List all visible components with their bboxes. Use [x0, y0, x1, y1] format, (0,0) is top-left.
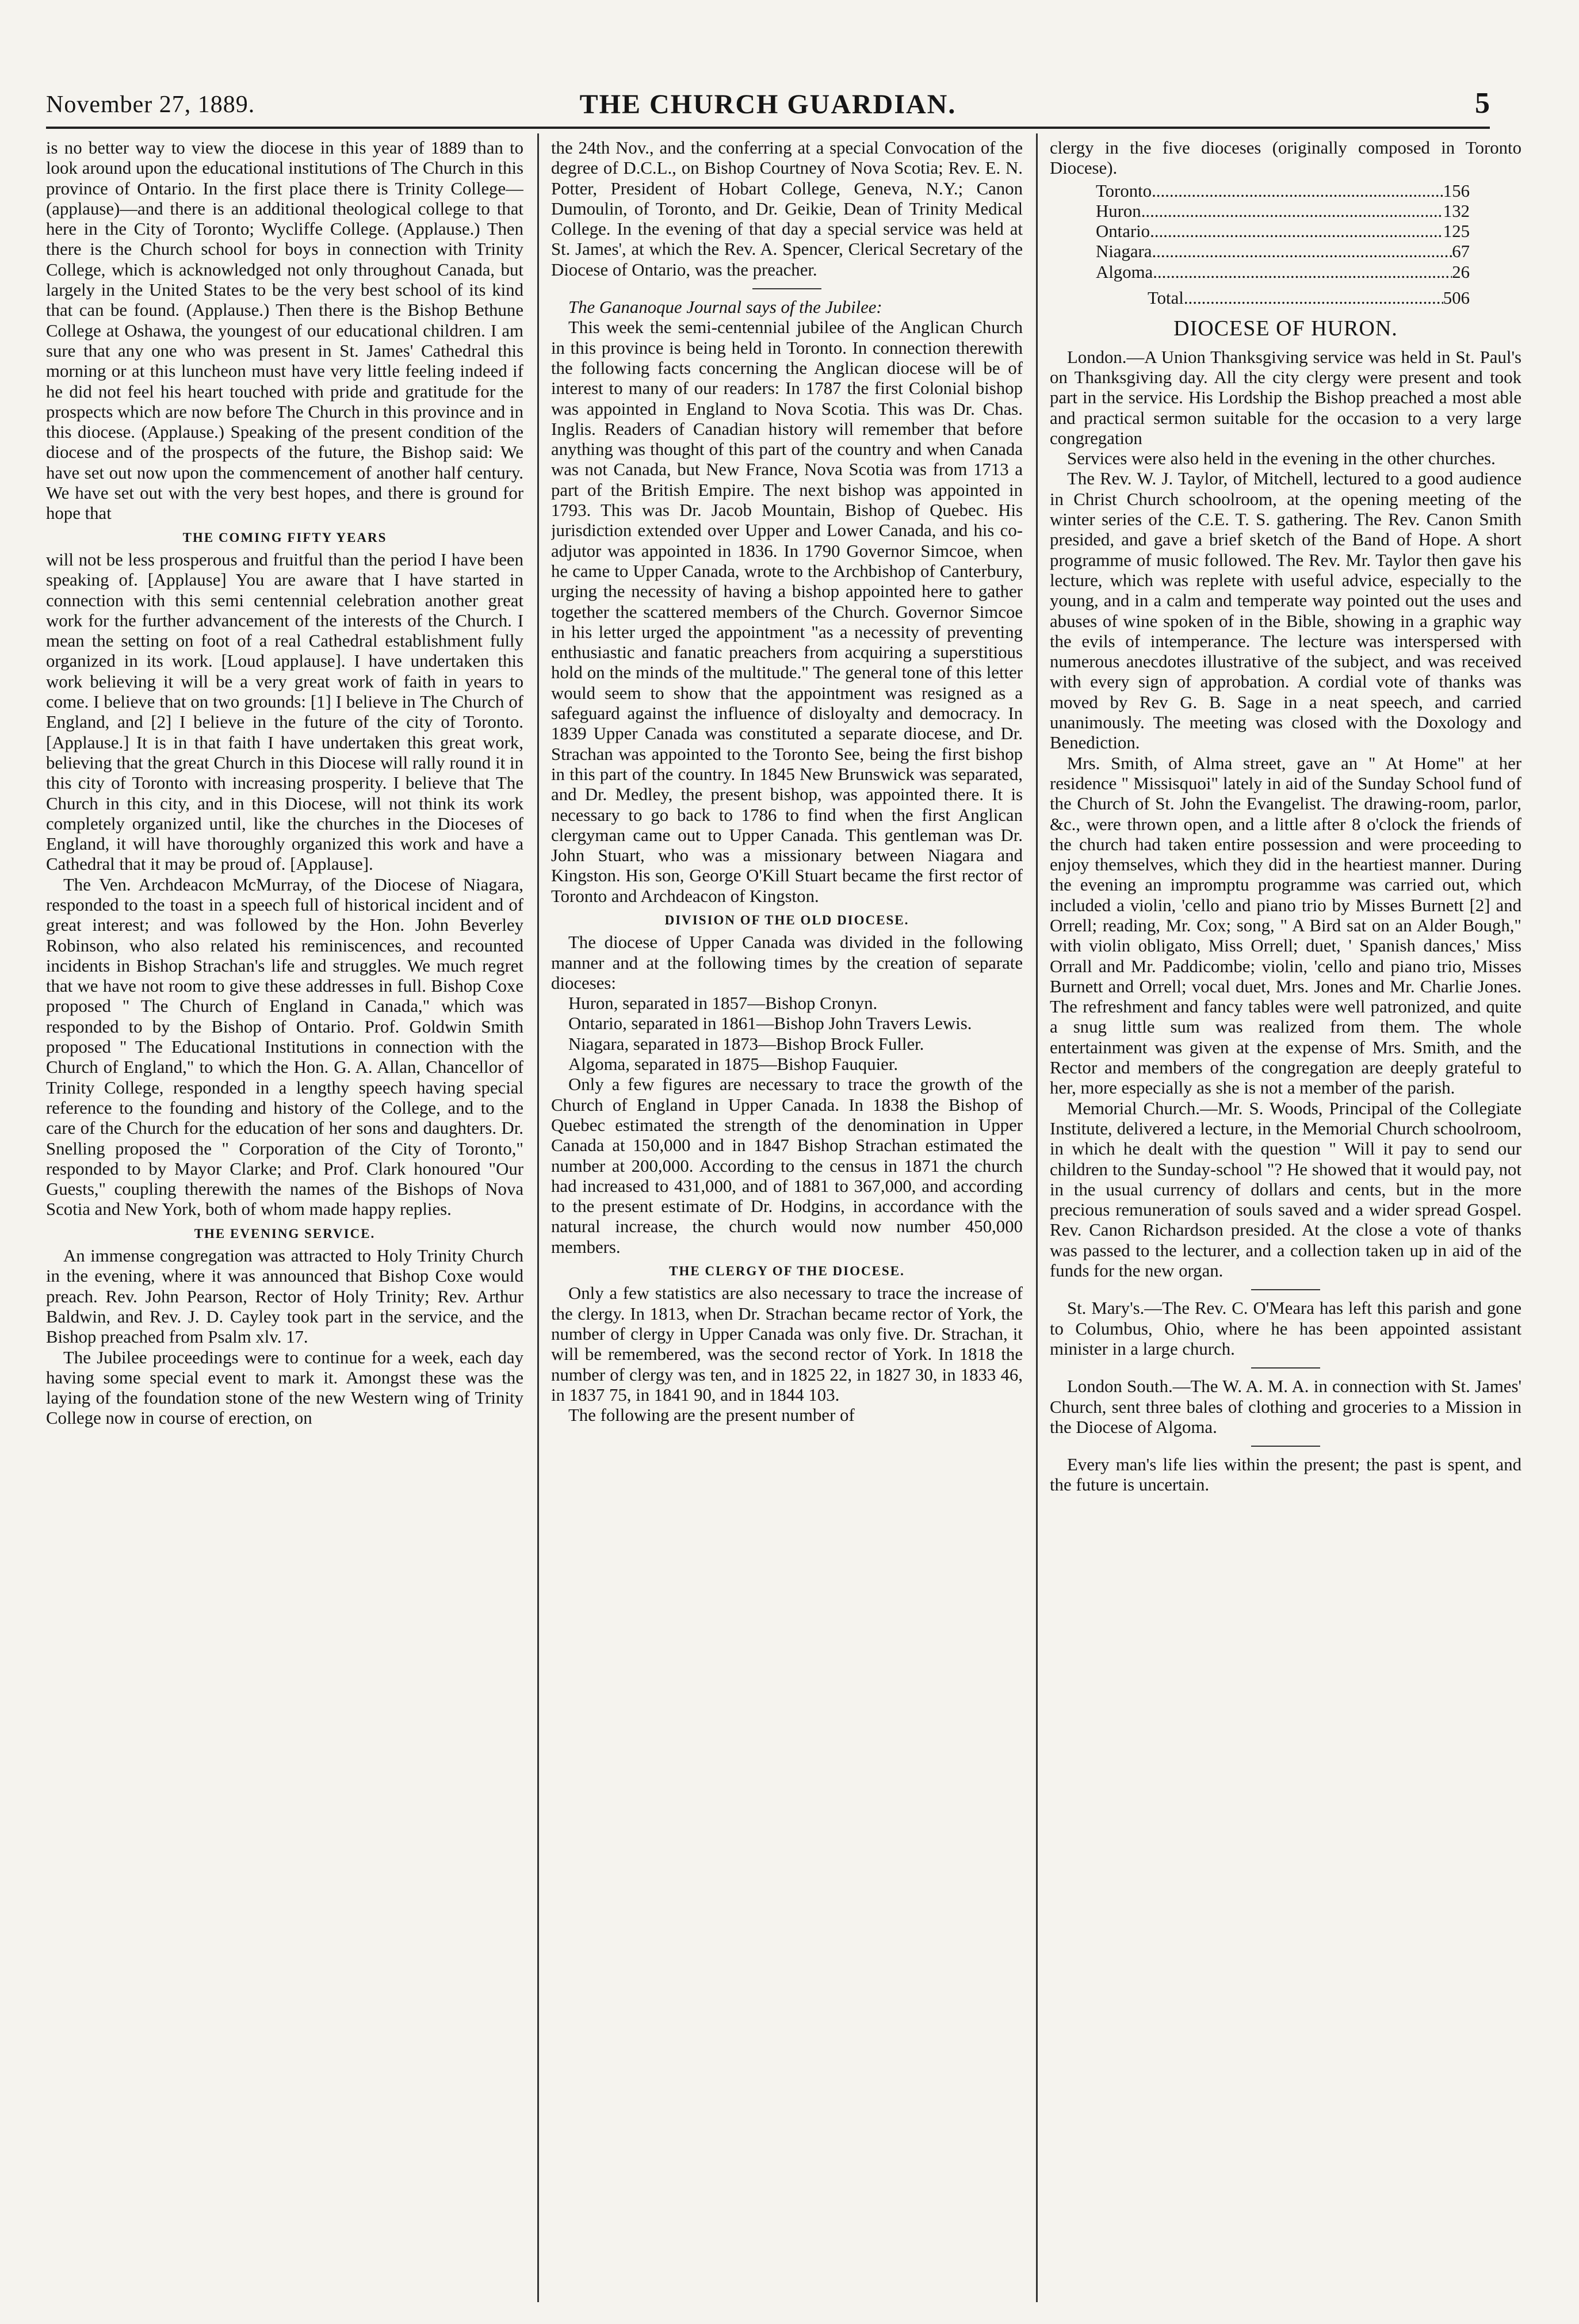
statistics-row: Niagara ..... 67 — [1050, 242, 1521, 262]
section-heading: THE COMING FIFTY YEARS — [182, 530, 387, 545]
statistics-row: Algoma ..... 26 — [1050, 262, 1521, 282]
short-divider — [1251, 1367, 1320, 1369]
article-paragraph: clergy in the five dioceses (originally composed in Toronto Diocese). — [1050, 138, 1521, 178]
column-divider — [537, 133, 539, 2302]
short-divider — [1251, 1446, 1320, 1447]
article-paragraph: London.—A Union Thanksgiving service was held in St. Paul's on Thanksgiving day. All the city clergy were present and took part in the service. His Lordship the Bishop preached a most able and practical sermon suitable for the occasion to a very large congregation — [1050, 347, 1521, 448]
article-paragraph: The following are the present number of — [568, 1405, 855, 1425]
issue-date: November 27, 1889. — [46, 91, 255, 118]
statistics-total-row: Total ..... 506 — [1050, 288, 1521, 308]
statistics-row: Toronto ..... 156 — [1050, 181, 1521, 201]
statistics-row: Ontario ..... 125 — [1050, 221, 1521, 242]
article-paragraph: the 24th Nov., and the conferring at a special Convocation of the degree of D.C.L., on Bishop Courtney of Nova Scotia; Rev. E. N. Potter, President of Hobart College, Geneva, N.Y.; Canon Dumoulin, of Toronto, and Dr. Geikie, Dean of Trinity Medical College. In the evening of that day a special service was held at St. James', at which the Rev. A. Spencer, Clerical Secretary of the Diocese of Ontario, was the preacher. — [551, 138, 1023, 280]
article-paragraph: Mrs. Smith, of Alma street, gave an " At Home" at her residence " Missisquoi" lately in aid of the Sunday School fund of the Church of St. John the Evangelist. The drawing-room, parlor, &c., were thrown open, and a little after 8 o'clock the friends of the church had taken entire possession and were proceeding to enjoy themselves, which they did in the heartiest manner. During the evening an impromptu programme was carried out, which included a violin, 'cello and piano trio by Misses Burnett [2] and Orrell; reading, Mr. Cox; song, " A Bird sat on an Alder Bough," with violin obligato, Miss Orrell; duet, ' Spanish dances,' Miss Orrall and Mr. Paddicombe; violin, 'cello and piano trio, Misses Burnett and Orrell; vocal duet, Mrs. Jones and Mr. Charlie Jones. The refreshment and fancy tables were well patronized, and quite a snug little sum was realized from them. The whole entertainment was given at the expense of Mrs. Smith, and the Rector and members of the congregation are deeply grateful to her, more especially as she is not a member of the parish. — [1050, 753, 1521, 1098]
statistics-row: Huron ..... 132 — [1050, 201, 1521, 221]
article-paragraph: will not be less prosperous and fruitful than the period I have been speaking of. [Applause] You are aware that I have started in connection with this semi centennial celebration another great work for the further advancement of the interests of the Church. I mean the setting on foot of a real Cathedral establishment fully organized in its work. [Loud applause]. I have undertaken this work believing it will be a very great work of faith in years to come. I believe that on two grounds: [1] I believe in The Church of England, and [2] I believe in the future of the city of Toronto. [Applause.] It is in that faith I have undertaken this great work, believing that the great Church in this Diocese will rally round it in this city of Toronto with increasing prosperity. I believe that The Church in this city, and in this Diocese, will not think its work completely organized until, like the churches in the Dioceses of England, it will have thoroughly organized this work and have a Cathedral that it may be proud of. [Applause]. — [46, 549, 523, 874]
newspaper-title: THE CHURCH GUARDIAN. — [579, 89, 957, 120]
article-paragraph: St. Mary's.—The Rev. C. O'Meara has left this parish and gone to Columbus, Ohio, where he has been appointed assistant minister in a large church. — [1050, 1298, 1521, 1359]
page-number: 5 — [1475, 87, 1490, 120]
article-paragraph: Only a few statistics are also necessary to trace the increase of the clergy. In 1813, when Dr. Strachan became rector of York, the number of clergy in Upper Canada was only five. Dr. Strachan, it will be remembered, was the second rector of York. In 1818 the number of clergy was ten, and in 1825 22, in 1827 30, in 1833 46, in 1837 75, in 1841 90, and in 1844 103. — [551, 1283, 1023, 1405]
article-paragraph: Services were also held in the evening in the other churches. — [1067, 449, 1496, 469]
diocese-entry: Ontario, separated in 1861—Bishop John Travers Lewis. — [568, 1014, 972, 1034]
diocese-entry: Huron, separated in 1857—Bishop Cronyn. — [568, 993, 878, 1014]
article-paragraph: The Ven. Archdeacon McMurray, of the Diocese of Niagara, responded to the toast in a speech full of historical incident and of great interest; and was followed by the Hon. John Beverley Robinson, who also related his reminiscences, and recounted incidents in Bishop Strachan's life and struggles. We much regret that we have not room to give these addresses in full. Bishop Coxe proposed " The Church of England in Canada," which was responded to by the Bishop of Ontario. Prof. Goldwin Smith proposed " The Educational Institutions in connection with the Church of England," to which the Hon. G. A. Allan, Chancellor of Trinity College, responded in a lengthy speech having special reference to the founding and history of the College, and to the care of the Church for the education of her sons and daughters. Dr. Snelling proposed the " Corporation of the City of Toronto," responded to by Mayor Clarke; and Prof. Clark honoured "Our Guests," coupling therewith the names of the Bishops of Nova Scotia and New York, both of whom made happy replies. — [46, 874, 523, 1220]
article-paragraph: The diocese of Upper Canada was divided in the following manner and at the following times by the creation of separate dioceses: — [551, 932, 1023, 993]
article-paragraph — [551, 297, 1023, 318]
closing-quote: Every man's life lies within the present; the past is spent, and the future is uncertain. — [1050, 1455, 1521, 1495]
article-paragraph: This week the semi-centennial jubilee of the Anglican Church in this province is being held in Toronto. In connection therewith the following facts concerning the Anglican diocese will be of interest to many of our readers: In 1787 the first Colonial bishop was appointed in England to Nova Scotia. This was Dr. Chas. Inglis. Readers of Canadian history will remember that before anything was thought of this part of the country and when Canada was not Canada, but New France, Nova Scotia was from 1713 a part of the British Empire. The next bishop was appointed in 1793. This was Dr. Jacob Mountain, Bishop of Quebec. His jurisdiction extended over Upper and Lower Canada, and his co-adjutor was appointed in 1836. In 1790 Governor Simcoe, when he came to Upper Canada, wrote to the Archbishop of Canterbury, urging the necessity of having a bishop appointed here to gather together the scattered members of the Church. Governor Simcoe in his letter urged the appointment "as a necessity of preventing enthusiastic and fanatic preachers from acquiring a superstitious hold on the minds of the multitude." The general tone of this letter would seem to show that the appointment was resigned as a safeguard against the influence of disloyalty and democracy. In 1839 Upper Canada was constituted a separate diocese, and Dr. Strachan was appointed to the Toronto See, being the first bishop in this part of the country. In 1845 New Brunswick was separated, and Dr. Medley, the present bishop, was appointed there. It is necessary to go back to 1786 to find when the first Anglican clergyman came out to Upper Canada. This gentleman was Dr. John Stuart, who was a missionary between Niagara and Kingston. His son, George O'Kill Stuart became the first rector of Toronto and Archdeacon of Kingston. — [551, 318, 1023, 906]
article-paragraph: An immense congregation was attracted to Holy Trinity Church in the evening, where it was announced that Bishop Coxe would preach. Rev. John Pearson, Rector of Holy Trinity; Rev. Arthur Baldwin, and Rev. J. D. Cayley took part in the service, and the Bishop preached from Psalm xlv. 17. — [46, 1246, 523, 1347]
article-paragraph: Memorial Church.—Mr. S. Woods, Principal of the Collegiate Institute, delivered a lecture, in the Memorial Church schoolroom, in which he dealt with the question " Will it pay to send our children to the Sunday-school "? He showed that it would pay, not in the usual currency of dollars and cents, but in the more precious remuneration of souls saved and a wider spread Gospel. Rev. Canon Richardson presided. At the close a vote of thanks was passed to the lecturer, and a collection taken up in aid of the funds for the new organ. — [1050, 1098, 1521, 1281]
short-divider — [1251, 1289, 1320, 1290]
quote-intro: The Gananoque Journal says of the Jubilee: — [568, 297, 882, 318]
section-heading: THE CLERGY OF THE DIOCESE. — [669, 1264, 905, 1279]
section-heading: DIOCESE OF HURON. — [1173, 316, 1398, 341]
column-1 — [46, 138, 523, 2301]
column-divider — [1036, 133, 1038, 2302]
diocese-entry: Niagara, separated in 1873—Bishop Brock Fuller. — [568, 1034, 924, 1054]
article-paragraph: The Rev. W. J. Taylor, of Mitchell, lectured to a good audience in Christ Church schoolroom, at the opening meeting of the winter series of the C.E. T. S. gathering. The Rev. Canon Smith presided, and gave a brief sketch of the Band of Hope. A short programme of music followed. The Rev. Mr. Taylor then gave his lecture, which was replete with useful advice, especially to the young, and in a calm and temperate way pointed out the uses and abuses of wine spoken of in the Bible, showing in a graphic way the evils of intemperance. The lecture was interspersed with numerous anecdotes illustrative of the subject, and was received with every sign of approbation. A cordial vote of thanks was moved by Rev G. B. Sage in a neat speech, and carried unanimously. The meeting was closed with the Doxology and Benediction. — [1050, 469, 1521, 753]
section-heading: THE EVENING SERVICE. — [194, 1226, 376, 1241]
column-2 — [551, 138, 1023, 2301]
diocese-entry: Algoma, separated in 1875—Bishop Fauquier. — [568, 1054, 899, 1075]
masthead — [46, 86, 1490, 129]
clergy-statistics-table — [1050, 181, 1521, 309]
section-heading: DIVISION OF THE OLD DIOCESE. — [664, 912, 909, 927]
article-paragraph: The Jubilee proceedings were to continue for a week, each day having some special event to mark it. Amongst these was the laying of the foundation stone of the new Western wing of Trinity College now in course of erection, on — [46, 1347, 523, 1428]
article-paragraph: Only a few figures are necessary to trace the growth of the Church of England in Upper Canada. In 1838 the Bishop of Quebec estimated the strength of the denomination in Upper Canada at 150,000 and in 1847 Bishop Strachan estimated the number at 200,000. According to the census in 1871 the church had increased to 431,000, and of 1881 to 367,000, and according to the present estimate of Dr. Hodgins, in accordance with the natural increase, the church would now number 450,000 members. — [551, 1075, 1023, 1257]
article-paragraph: London South.—The W. A. M. A. in connection with St. James' Church, sent three bales of clothing and groceries to a Mission in the Diocese of Algoma. — [1050, 1377, 1521, 1437]
article-paragraph: is no better way to view the diocese in this year of 1889 than to look around upon the educational institutions of The Church in this province of Ontario. In the first place there is Trinity College—(applause)—and there is an additional theological college to that here in the City of Toronto; Wycliffe College. (Applause.) Then there is the Church school for boys in connection with Trinity College, which is acknowledged not only throughout Canada, but largely in the United States to be the very best school of its kind that can be found. (Applause.) Then there is the Bishop Bethune College at Oshawa, the youngest of our educational children. I am sure that any one who was present in St. James' Cathedral this morning or at this luncheon must have very little feeling indeed if he did not feel his heart touched with pride and gratitude for the prospects which are now before The Church in this province and in this diocese. (Applause.) Speaking of the present condition of the diocese and of the prospects of the future, the Bishop said: We have set out now upon the commencement of another half century. We have set out with the very best hopes, and there is ground for hope that — [46, 138, 523, 523]
column-3 — [1050, 138, 1521, 2301]
short-divider — [752, 288, 821, 289]
